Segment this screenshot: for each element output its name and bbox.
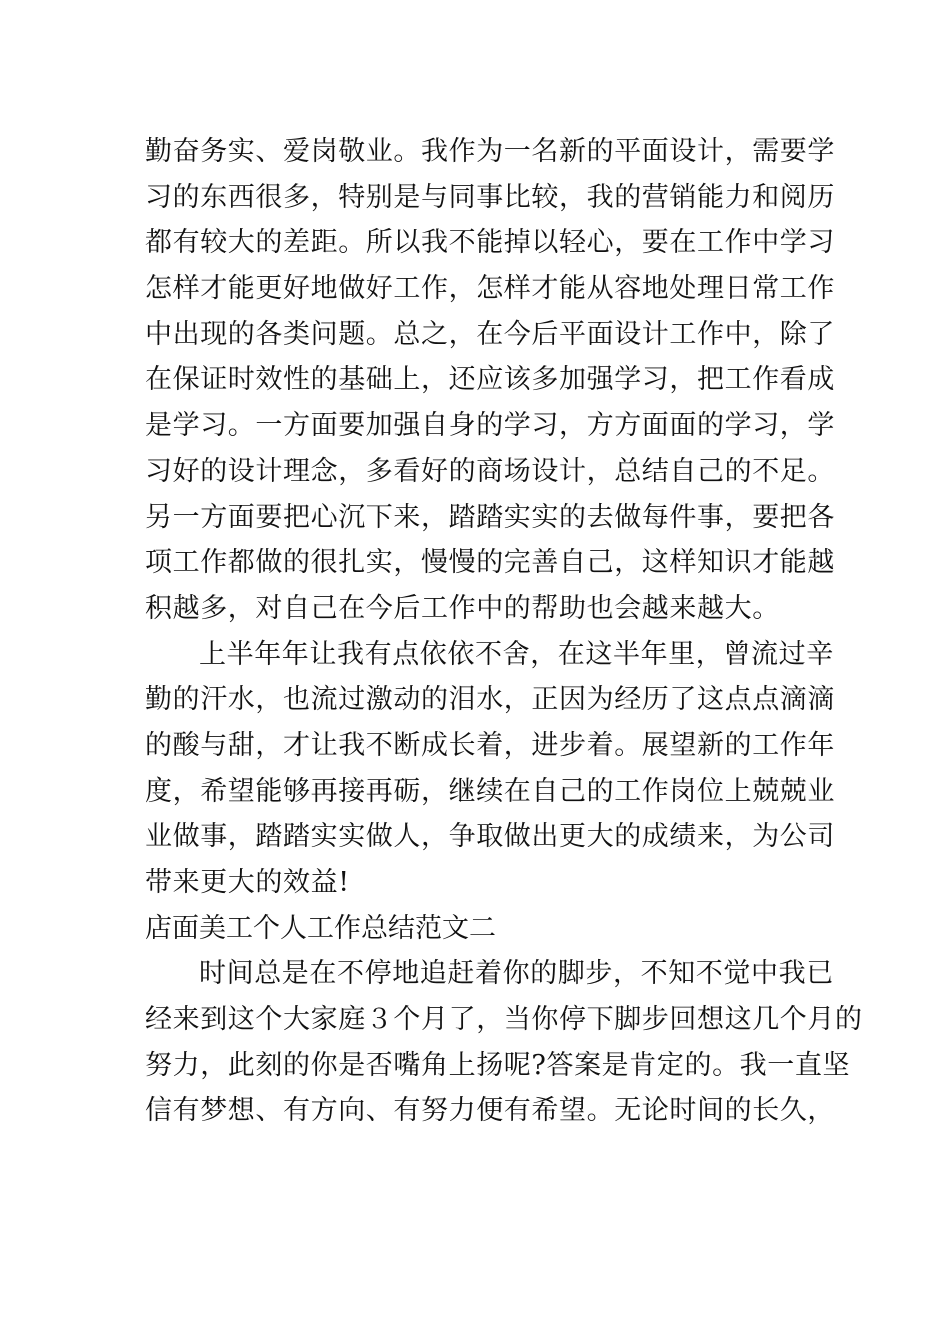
text-line: 中出现的各类问题。总之，在今后平面设计工作中，除了 [145,318,835,350]
text-line: 习的东西很多，特别是与同事比较，我的营销能力和阅历 [145,181,835,213]
paragraph-1 [145,129,835,632]
text-line: 的酸与甜，才让我不断成长着，进步着。展望新的工作年 [145,729,835,761]
text-line: 勤的汗水，也流过激动的泪水，正因为经历了这点点滴滴 [145,684,835,716]
text-line: 度，希望能够再接再砺，继续在自己的工作岗位上兢兢业 [145,775,835,807]
text-line: 勤奋务实、爱岗敬业。我作为一名新的平面设计，需要学 [145,136,835,167]
text-line: 是学习。一方面要加强自身的学习，方方面面的学习，学 [145,410,835,442]
text-line: 上半年年让我有点依依不舍，在这半年里，曾流过辛 [199,638,834,670]
text-line: 积越多，对自己在今后工作中的帮助也会越来越大。 [145,592,780,624]
text-line: 时间总是在不停地追赶着你的脚步，不知不觉中我已 [199,958,834,990]
text-line: 都有较大的差距。所以我不能掉以轻心，要在工作中学习 [145,227,835,259]
heading-text: 店面美工个人工作总结范文二 [145,912,496,944]
text-line: 努力，此刻的你是否嘴角上扬呢?答案是肯定的。我一直坚 [145,1049,851,1081]
text-line: 在保证时效性的基础上，还应该多加强学习，把工作看成 [145,364,835,396]
text-line: 带来更大的效益! [145,867,350,898]
text-line: 习好的设计理念，多看好的商场设计，总结自己的不足。 [145,455,835,487]
document-body [145,129,863,1134]
section-heading [145,906,815,952]
paragraph-2 [145,632,835,906]
text-line: 怎样才能更好地做好工作，怎样才能从容地处理日常工作 [145,273,835,305]
text-line: 经来到这个大家庭３个月了，当你停下脚步回想这几个月的 [145,1004,863,1036]
text-line: 另一方面要把心沉下来，踏踏实实的去做每件事，要把各 [145,501,835,533]
text-line: 信有梦想、有方向、有努力便有希望。无论时间的长久， [145,1095,835,1127]
text-line: 业做事，踏踏实实做人，争取做出更大的成绩来，为公司 [145,821,835,853]
text-line: 项工作都做的很扎实，慢慢的完善自己，这样知识才能越 [145,547,835,579]
paragraph-3 [145,951,863,1134]
